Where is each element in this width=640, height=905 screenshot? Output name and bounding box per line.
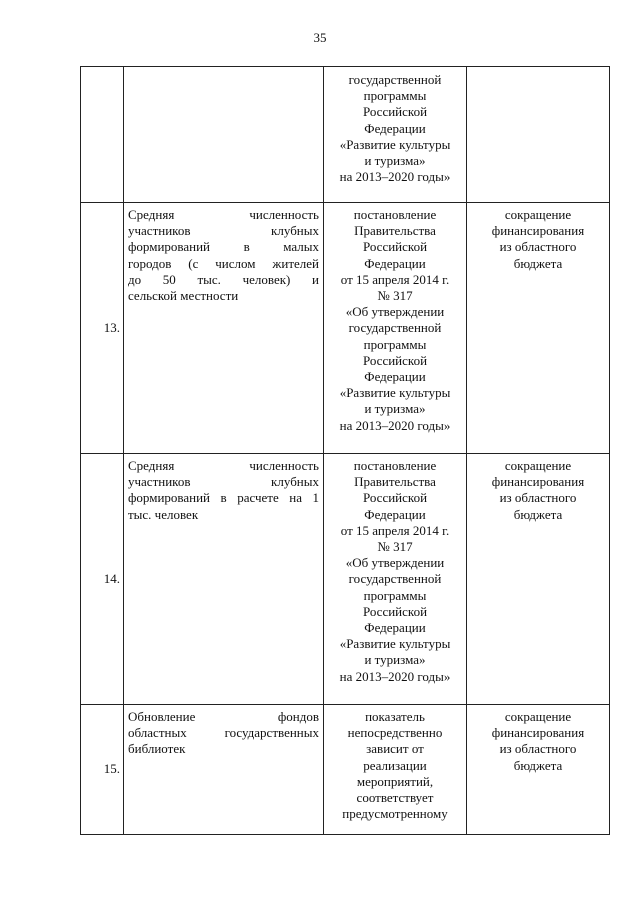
legal-basis bbox=[324, 705, 467, 835]
legal-basis bbox=[324, 203, 467, 454]
consequence bbox=[467, 203, 610, 454]
indicator-name-line: Средняя численность bbox=[128, 207, 319, 222]
indicator-name-line: тыс. человек bbox=[128, 506, 199, 522]
indicator-name bbox=[124, 705, 324, 835]
row-number: 14. bbox=[81, 454, 124, 705]
consequence-text: сокращение финансирования из областного бюджета bbox=[491, 458, 585, 522]
indicator-name-line: до 50 тыс. человек) и bbox=[128, 271, 319, 287]
legal-basis-text: показатель непосредственно зависит от реализации мероприятий, соответствует предусмотренному bbox=[342, 709, 448, 822]
legal-basis-text: постановление Правительства Российской Федерации от 15 апреля 2014 г. № 317 «Об утверждении государственной программы Российской Федерации «Развитие культуры и туризма» на 2013–2020 годы» bbox=[339, 458, 451, 684]
table-row bbox=[81, 67, 610, 203]
indicator-name-line: формирований в малых bbox=[128, 239, 319, 255]
indicator-name bbox=[124, 67, 324, 203]
row-number bbox=[81, 67, 124, 203]
indicator-name-line: областных государственных bbox=[128, 725, 319, 741]
indicator-name-line: Средняя численность bbox=[128, 458, 319, 473]
legal-basis-text: государственной программы Российской Федерации «Развитие культуры и туризма» на 2013–2020 годы» bbox=[339, 72, 451, 185]
legal-basis bbox=[324, 67, 467, 203]
indicator-name-lines bbox=[128, 207, 319, 304]
row-number: 15. bbox=[81, 705, 124, 835]
indicator-name-line: библиотек bbox=[128, 741, 186, 757]
indicator-name-line: участников клубных bbox=[128, 474, 319, 490]
table-row bbox=[81, 705, 610, 835]
indicator-name-lines bbox=[128, 458, 319, 523]
consequence bbox=[467, 67, 610, 203]
indicator-name-line: сельской местности bbox=[128, 288, 239, 304]
consequence-text: сокращение финансирования из областного бюджета bbox=[491, 207, 585, 271]
indicator-name-line: Обновление фондов bbox=[128, 709, 319, 724]
legal-basis-text: постановление Правительства Российской Федерации от 15 апреля 2014 г. № 317 «Об утверждении государственной программы Российской Федерации «Развитие культуры и туризма» на 2013–2020 годы» bbox=[339, 207, 451, 433]
page-number: 35 bbox=[313, 30, 327, 45]
legal-basis bbox=[324, 454, 467, 705]
consequence-text: сокращение финансирования из областного бюджета bbox=[491, 709, 585, 773]
indicator-name-lines bbox=[128, 709, 319, 758]
consequence bbox=[467, 454, 610, 705]
indicator-name-line: участников клубных bbox=[128, 223, 319, 239]
indicators-table bbox=[80, 66, 610, 835]
indicator-name-line: формирований в расчете на 1 bbox=[128, 490, 319, 506]
row-number: 13. bbox=[81, 203, 124, 454]
indicator-name bbox=[124, 454, 324, 705]
consequence bbox=[467, 705, 610, 835]
indicator-name bbox=[124, 203, 324, 454]
indicator-name-line: городов (с числом жителей bbox=[128, 255, 319, 271]
table-row bbox=[81, 454, 610, 705]
table-row bbox=[81, 203, 610, 454]
